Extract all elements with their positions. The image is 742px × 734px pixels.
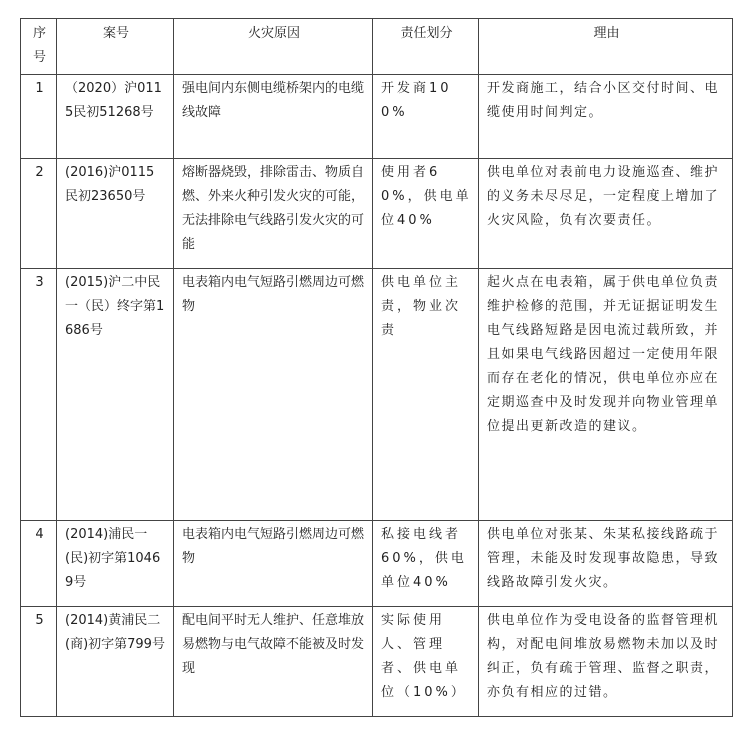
cell-case: (2014)黄浦民二(商)初字第799号 [57,607,174,717]
table-row [21,159,733,269]
cell-responsibility: 开发商100% [373,75,479,159]
cell-reason: 起火点在电表箱，属于供电单位负责维护检修的范围，并无证据证明发生电气线路短路是因电流过载所致，并且如果电气线路因超过一定使用年限而存在老化的情况，供电单位亦应在定期巡查中及时发现并向物业管理单位提出更新改造的建议。 [479,269,733,521]
cell-cause: 熔断器烧毁，排除雷击、物质自燃、外来火种引发火灾的可能，无法排除电气线路引发火灾的可能 [174,159,373,269]
table-row [21,75,733,159]
table-row [21,607,733,717]
cell-case: (2014)浦民一(民)初字第10469号 [57,521,174,607]
cell-responsibility: 私接电线者60%，供电单位40% [373,521,479,607]
cell-case: (2015)沪二中民一（民）终字第1686号 [57,269,174,521]
header-num: 序号 [21,19,57,75]
cell-num: 2 [21,159,57,269]
cell-responsibility: 供电单位主责，物业次责 [373,269,479,521]
cell-reason: 供电单位对张某、朱某私接线路疏于管理，未能及时发现事故隐患，导致线路故障引发火灾。 [479,521,733,607]
cell-cause: 电表箱内电气短路引燃周边可燃物 [174,269,373,521]
header-case: 案号 [57,19,174,75]
cell-reason: 供电单位作为受电设备的监督管理机构，对配电间堆放易燃物未加以及时纠正，负有疏于管理、监督之职责，亦负有相应的过错。 [479,607,733,717]
table-row [21,269,733,521]
cell-cause: 配电间平时无人维护、任意堆放易燃物与电气故障不能被及时发现 [174,607,373,717]
cell-reason: 供电单位对表前电力设施巡查、维护的义务未尽尽足，一定程度上增加了火灾风险，负有次要责任。 [479,159,733,269]
table-header-row [21,19,733,75]
cell-num: 3 [21,269,57,521]
cell-reason: 开发商施工，结合小区交付时间、电缆使用时间判定。 [479,75,733,159]
cell-responsibility: 实际使用人、管理者、供电单位（10%） [373,607,479,717]
cell-cause: 电表箱内电气短路引燃周边可燃物 [174,521,373,607]
case-table [20,18,733,717]
cell-case: (2016)沪0115民初23650号 [57,159,174,269]
cell-num: 4 [21,521,57,607]
header-responsibility: 责任划分 [373,19,479,75]
cell-num: 5 [21,607,57,717]
cell-responsibility: 使用者60%，供电单位40% [373,159,479,269]
header-reason: 理由 [479,19,733,75]
cell-case: （2020）沪0115民初51268号 [57,75,174,159]
cell-num: 1 [21,75,57,159]
table-row [21,521,733,607]
cell-cause: 强电间内东侧电缆桥架内的电缆线故障 [174,75,373,159]
header-cause: 火灾原因 [174,19,373,75]
